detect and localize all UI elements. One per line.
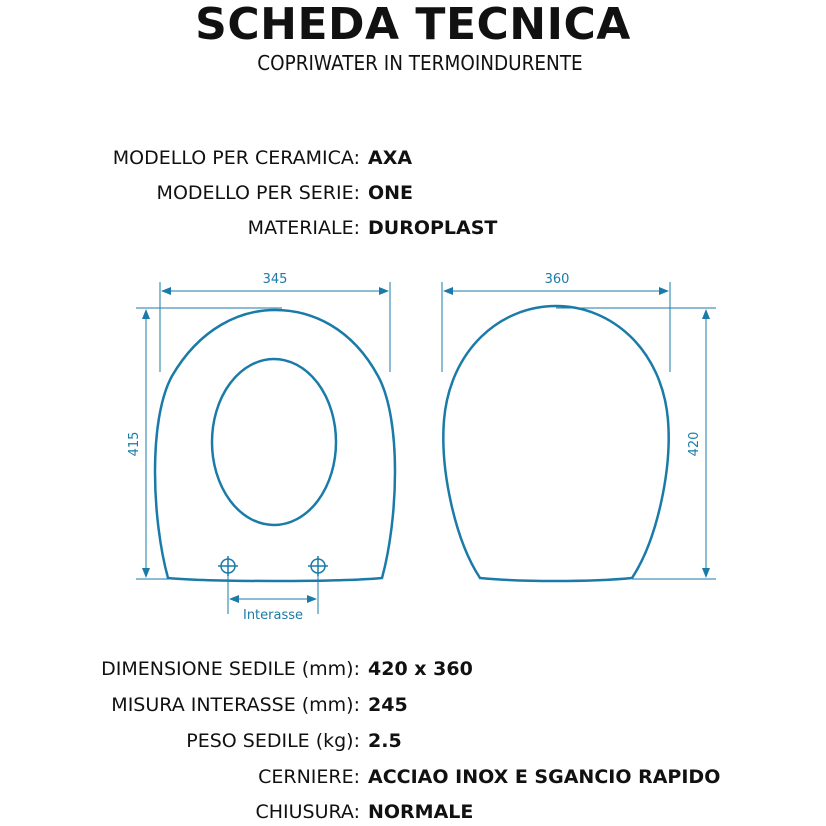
spec-label: MISURA INTERASSE (mm): bbox=[111, 694, 360, 716]
spec-label: MODELLO PER SERIE: bbox=[156, 182, 360, 204]
spec-label: PESO SEDILE (kg): bbox=[186, 730, 360, 752]
spec-row-dimensione bbox=[0, 655, 826, 683]
spec-label: CERNIERE: bbox=[258, 766, 360, 788]
seat-height-dimension bbox=[136, 308, 282, 579]
spec-row-chiusura bbox=[0, 798, 826, 826]
spec-value: 2.5 bbox=[368, 730, 402, 752]
lid-height-label: 420 bbox=[687, 431, 702, 457]
hinge-spacing-label: Interasse bbox=[242, 608, 304, 623]
spec-value: AXA bbox=[368, 147, 413, 169]
lid-outline bbox=[443, 306, 668, 581]
spec-value: 420 x 360 bbox=[368, 658, 473, 680]
spec-row-interasse bbox=[0, 691, 826, 719]
seat-opening bbox=[212, 359, 336, 525]
hinge-hole-left bbox=[218, 556, 238, 576]
seat-outline bbox=[155, 310, 395, 581]
spec-row-peso bbox=[0, 727, 826, 755]
lid-width-dimension bbox=[442, 282, 670, 372]
page-title: SCHEDA TECNICA bbox=[195, 0, 631, 50]
spec-value: DUROPLAST bbox=[368, 217, 498, 239]
hinge-hole-right bbox=[308, 556, 328, 576]
spec-value: ONE bbox=[368, 182, 414, 204]
seat-height-label: 415 bbox=[127, 431, 142, 457]
spec-value: NORMALE bbox=[368, 801, 474, 823]
spec-label: DIMENSIONE SEDILE (mm): bbox=[101, 658, 360, 680]
seat-width-label: 345 bbox=[262, 272, 288, 287]
spec-value: 245 bbox=[368, 694, 408, 716]
spec-label: CHIUSURA: bbox=[255, 801, 360, 823]
page-subtitle: COPRIWATER IN TERMOINDURENTE bbox=[257, 51, 583, 75]
spec-row-cerniere bbox=[0, 763, 826, 791]
spec-label: MODELLO PER CERAMICA: bbox=[112, 147, 360, 169]
spec-label: MATERIALE: bbox=[247, 217, 360, 239]
lid-width-label: 360 bbox=[544, 272, 570, 287]
spec-value: ACCIAO INOX E SGANCIO RAPIDO bbox=[368, 766, 721, 788]
